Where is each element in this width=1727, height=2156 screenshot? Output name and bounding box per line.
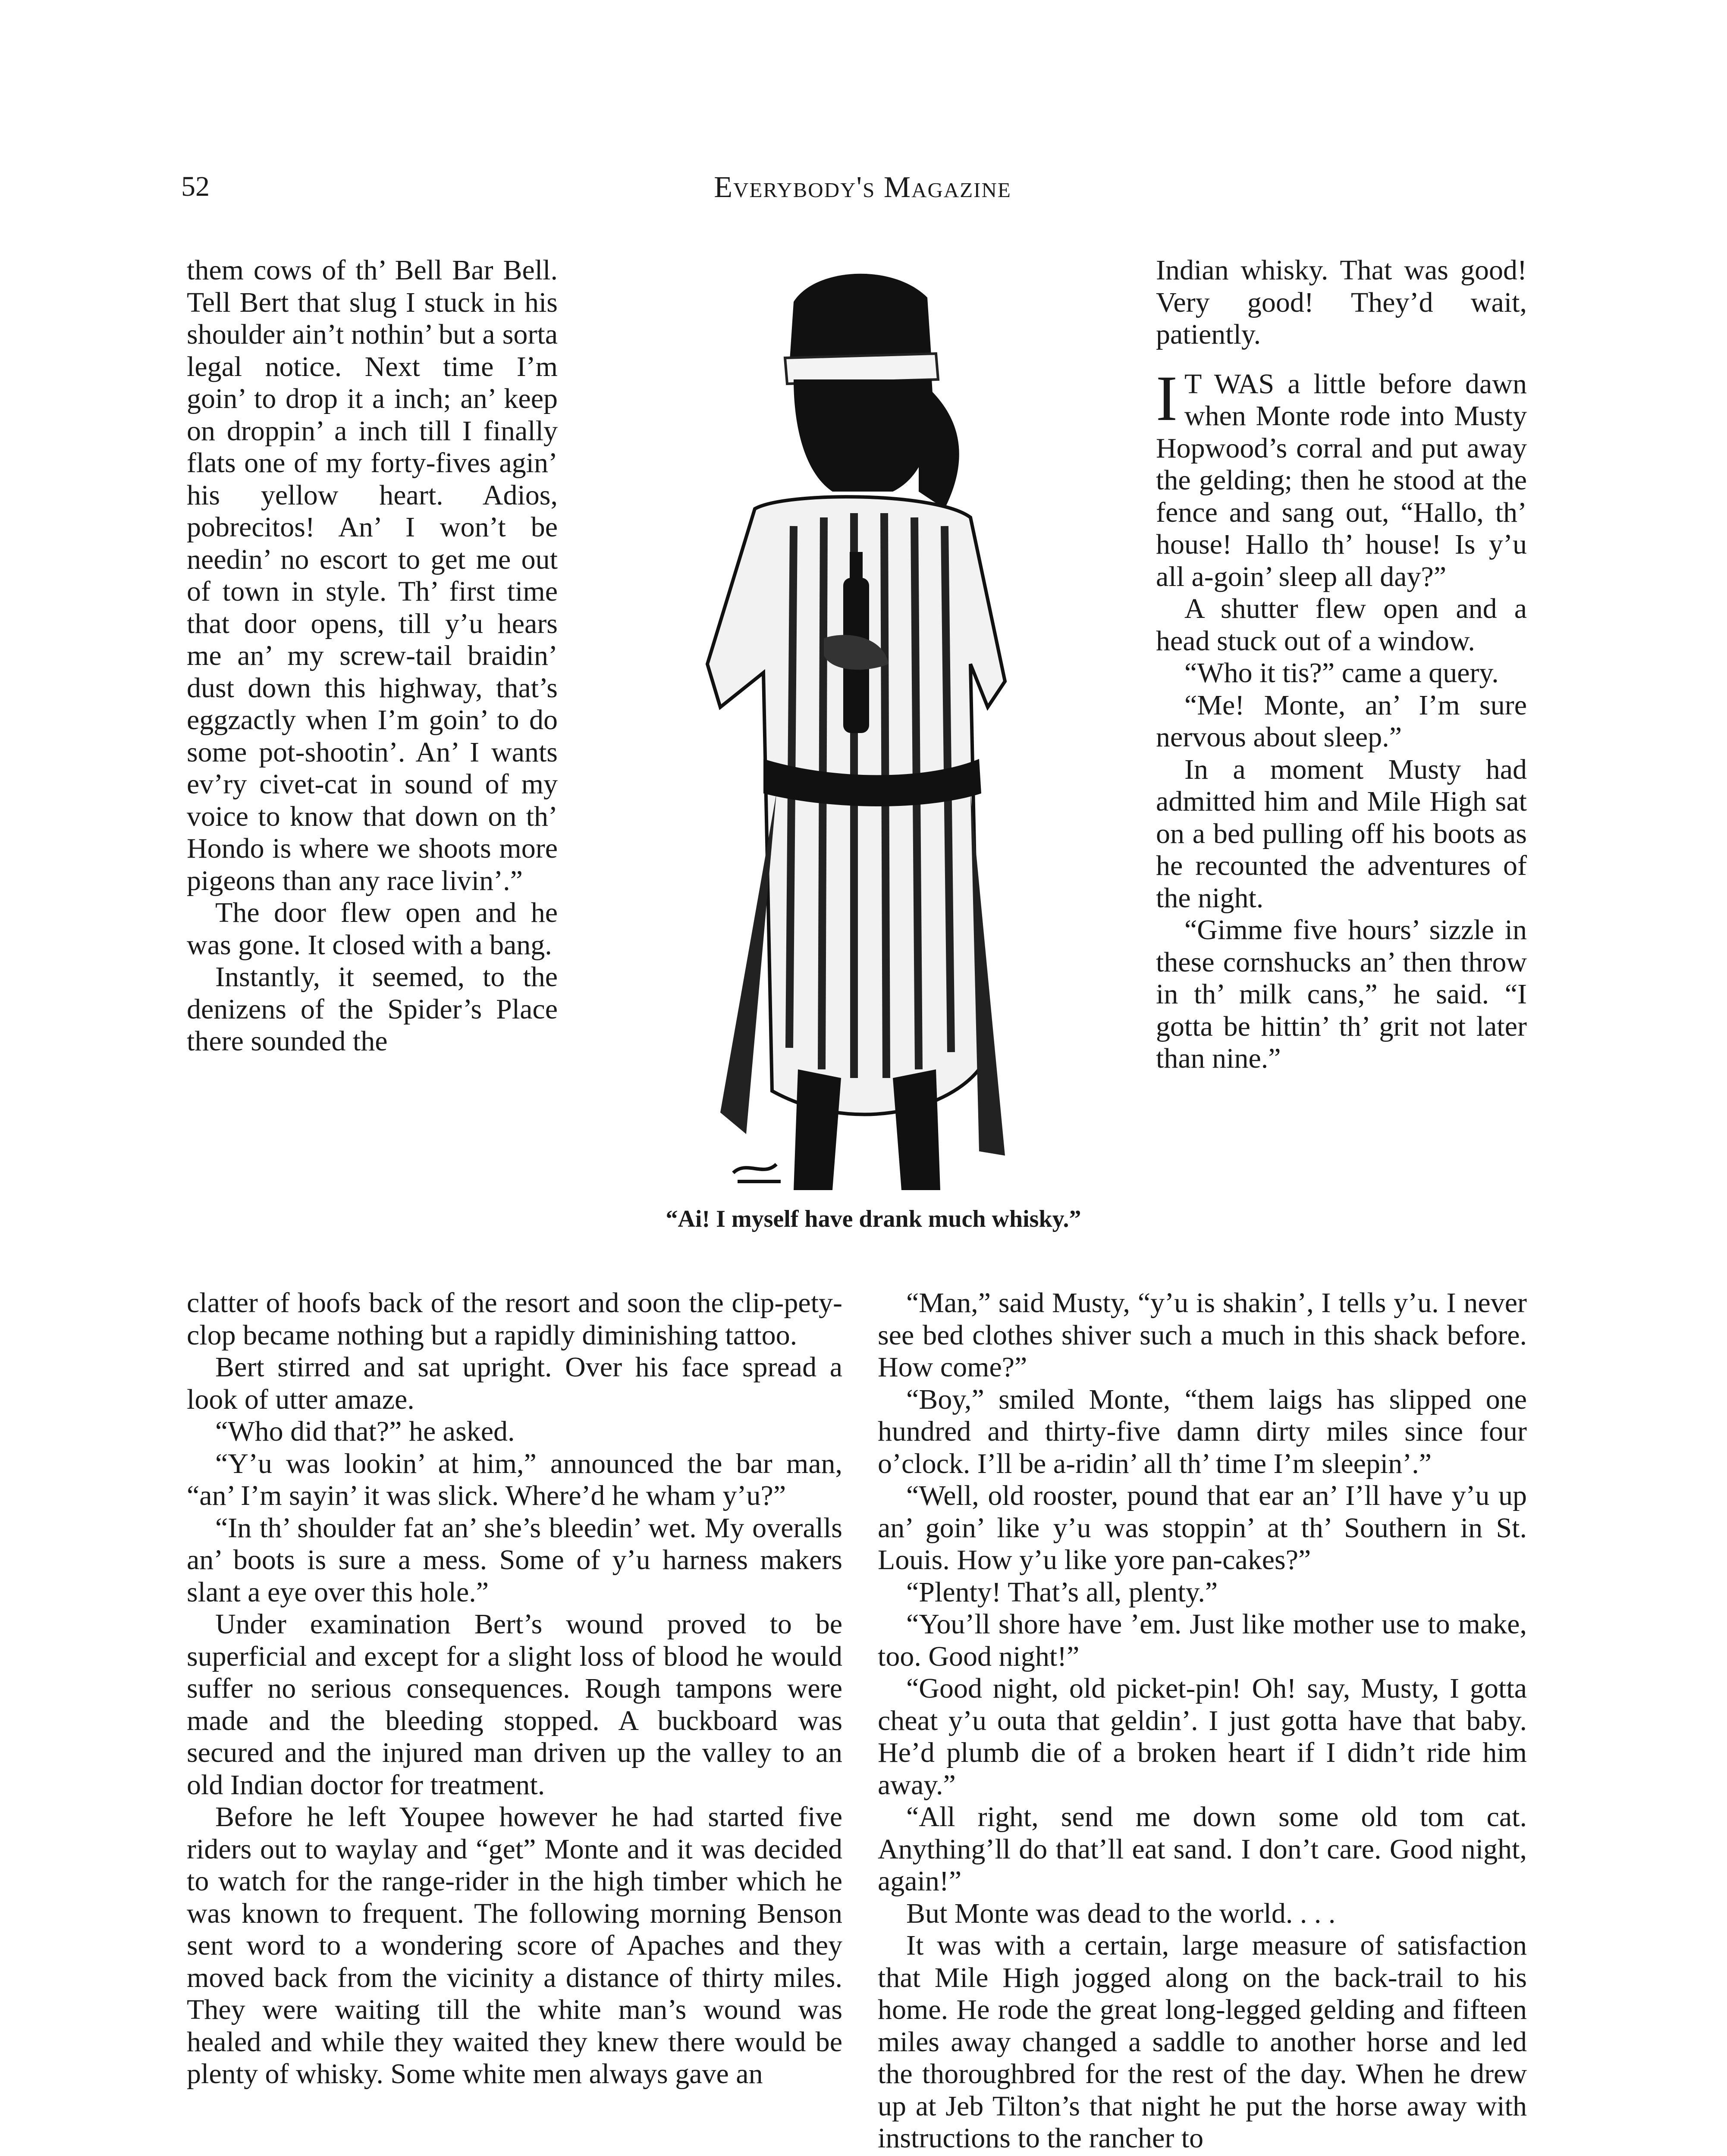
column-left-upper [187, 254, 558, 1058]
drop-cap: I [1156, 362, 1178, 434]
column-right-lower [878, 1287, 1527, 2155]
paragraph: A shutter flew open and a head stuck out of a window. [1156, 593, 1527, 657]
running-head: Everybody's Magazine [714, 171, 1011, 204]
column-right-upper [1156, 254, 1527, 1075]
paragraph: “Boy,” smiled Monte, “them laigs has slipped one hundred and thirty-five damn dirty miles since four o’clock. I’ll be a-ridin’ all th’ time I’m sleepin’.” [878, 1383, 1527, 1479]
paragraph: “Man,” said Musty, “y’u is shakin’, I tells y’u. I never see bed clothes shiver such a much in this shack before. How come?” [878, 1287, 1527, 1383]
paragraph: It was with a certain, large measure of satisfaction that Mile High jogged along on the back-trail to his home. He rode the great long-legged gelding and fifteen miles away changed a saddle to another horse and led the thoroughbred for the rest of the day. When he drew up at Jeb Tilton’s that night he put the horse away with instructions to the rancher to [878, 1930, 1527, 2154]
paragraph: “Gimme five hours’ sizzle in these cornshucks an’ then throw in th’ milk cans,” he said. “I gotta be hittin’ th’ grit not later than nine.” [1156, 914, 1527, 1074]
page-number: 52 [181, 171, 210, 202]
paragraph: Indian whisky. That was good! Very good! They’d wait, patiently. [1156, 254, 1527, 350]
paragraph: Before he left Youpee however he had started five riders out to waylay and “get” Monte and it was decided to watch for the range-rider in the high timber which he was known to frequent. The following morning Benson sent word to a wondering score of Apaches and they moved back from the vicinity a distance of thirty miles. They were waiting till the white man’s wound was healed and while they waited they knew there would be plenty of whisky. Some white men always gave an [187, 1801, 842, 2090]
paragraph: clatter of hoofs back of the resort and soon the clip-pety-clop became nothing but a rapidly diminishing tattoo. [187, 1287, 842, 1351]
paragraph: “Good night, old picket-pin! Oh! say, Musty, I gotta cheat y’u outa that geldin’. I just gotta have that baby. He’d plumb die of a broken heart if I didn’t ride him away.” [878, 1673, 1527, 1801]
section-opening [1156, 362, 1527, 593]
paragraph: “Y’u was lookin’ at him,” announced the bar man, “an’ I’m sayin’ it was slick. Where’d he wham y’u?” [187, 1448, 842, 1511]
paragraph: “Plenty! That’s all, plenty.” [906, 1576, 1218, 1608]
paragraph: “All right, send me down some old tom cat. Anything’ll do that’ll eat sand. I don’t care. Good night, again!” [878, 1801, 1527, 1897]
paragraph: “You’ll shore have ’em. Just like mother use to make, too. Good night!” [878, 1608, 1527, 1672]
column-left-lower [187, 1287, 842, 2090]
figure-drawing [785, 274, 959, 509]
paragraph: “Who did that?” he asked. [215, 1416, 515, 1447]
section-opening-text: T WAS a little before dawn when Monte rode into Musty Hopwood’s corral and put away the gelding; then he stood at the fence and sang out, “Hallo, th’ house! Hallo th’ house! Is y’u all a-goin’ sleep all day?” [1156, 368, 1527, 592]
illustration-caption: “Ai! I myself have drank much whisky.” [666, 1206, 1081, 1232]
paragraph: “Who it tis?” came a query. [1184, 657, 1499, 689]
paragraph: them cows of th’ Bell Bar Bell. Tell Bert that slug I stuck in his shoulder ain’t nothin’ but a sorta legal notice. Next time I’m goin’ to drop it a inch; an’ keep on droppin’ a inch till I finally flats one of my forty-fives agin’ his yellow heart. Adios, pobrecitos! An’ I won’t be needin’ no escort to get me out of town in style. Th’ first time that door opens, till y’u hears me an’ my screw-tail braidin’ dust down this highway, that’s eggzactly when I’m goin’ to do some pot-shootin’. An’ I wants ev’ry civet-cat in sound of my voice to know that down on th’ Hondo is where we shoots more pigeons than any race livin’.” [187, 254, 558, 896]
paragraph: In a moment Musty had admitted him and Mile High sat on a bed pulling off his boots as he recounted the adventures of the night. [1156, 753, 1527, 914]
paragraph: But Monte was dead to the world. . . . [906, 1897, 1336, 1929]
artist-signature [733, 1164, 781, 1181]
paragraph: “Me! Monte, an’ I’m sure nervous about sleep.” [1156, 689, 1527, 753]
paragraph: Bert stirred and sat upright. Over his face spread a look of utter amaze. [187, 1351, 842, 1415]
paragraph: Under examination Bert’s wound proved to be superficial and except for a slight loss of blood he would suffer no serious consequences. Rough tampons were made and the bleeding stopped. A buckboard was secured and the injured man driven up the valley to an old Indian doctor for treatment. [187, 1608, 842, 1801]
paragraph: “In th’ shoulder fat an’ she’s bleedin’ wet. My overalls an’ boots is sure a mess. Some of y’u harness makers slant a eye over this hole.” [187, 1512, 842, 1608]
illustration [591, 250, 1143, 1199]
paragraph: “Well, old rooster, pound that ear an’ I’ll have y’u up an’ goin’ like y’u was stoppin’ at th’ Southern in St. Louis. How y’u like yore pan-cakes?” [878, 1480, 1527, 1576]
paragraph: Instantly, it seemed, to the denizens of the Spider’s Place there sounded the [187, 961, 558, 1057]
paragraph: The door flew open and he was gone. It closed with a bang. [187, 897, 558, 961]
